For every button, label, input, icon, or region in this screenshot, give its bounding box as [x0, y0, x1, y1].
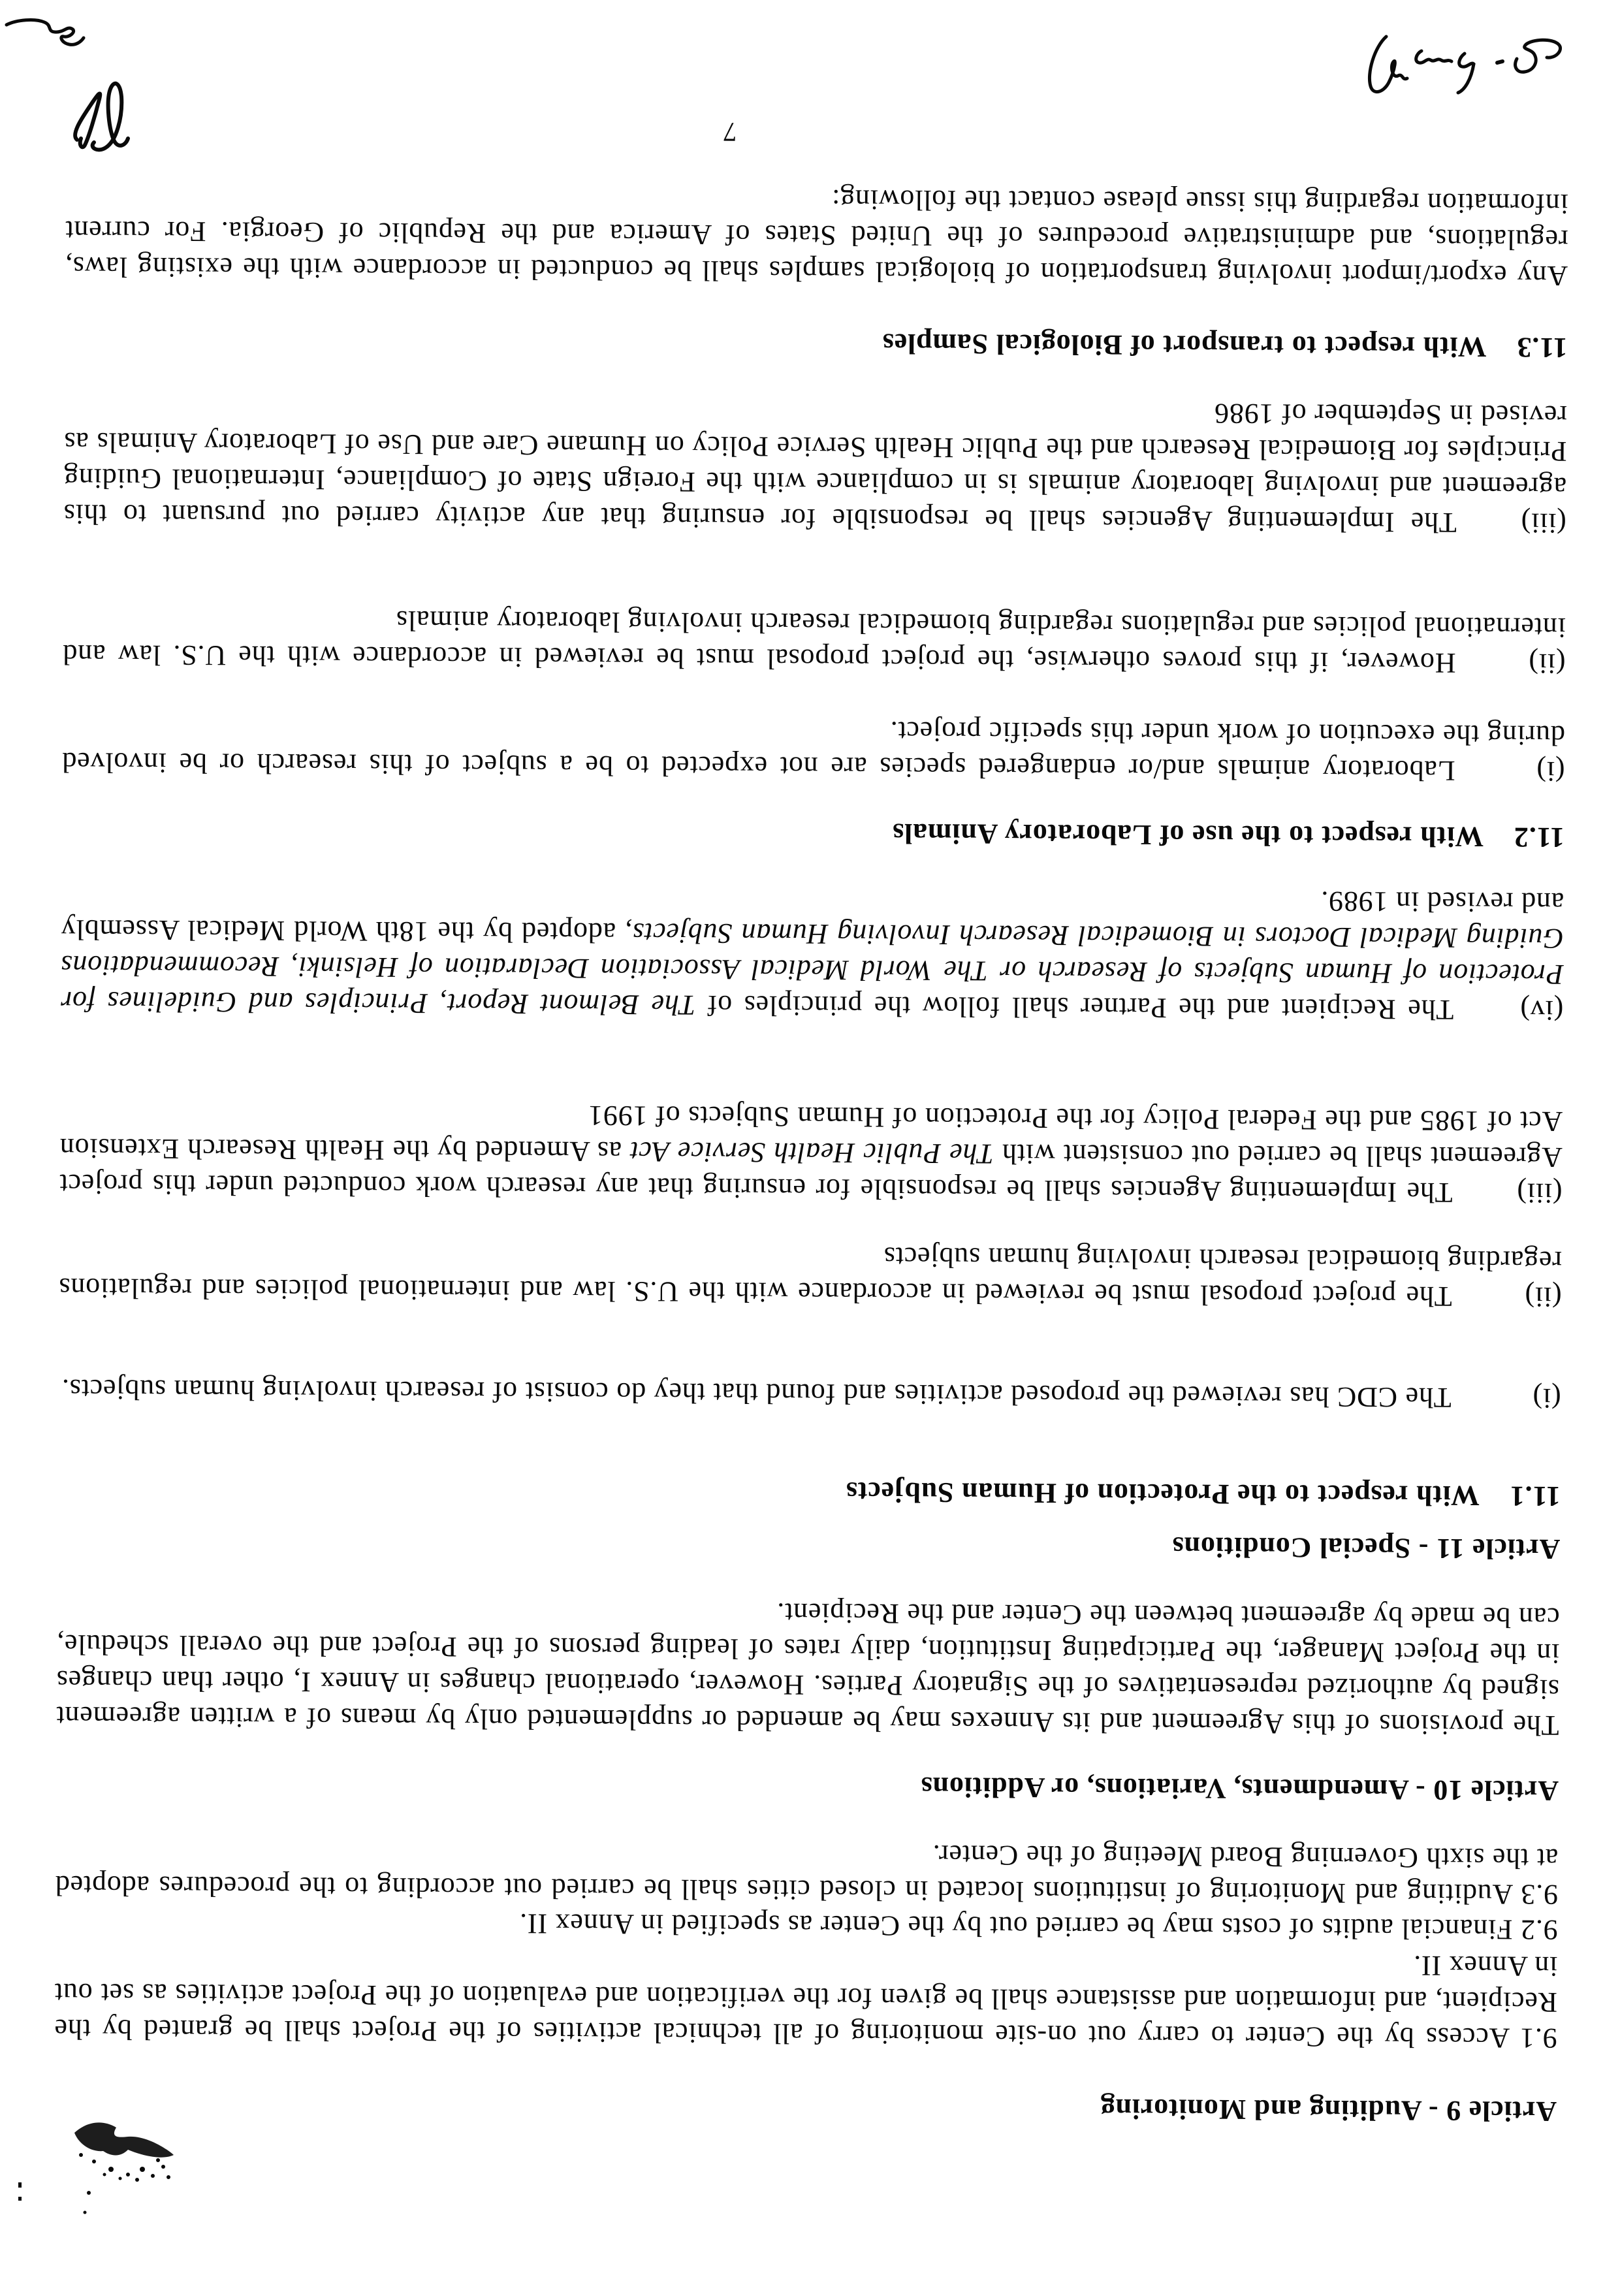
clause-11-1-iii [59, 1094, 1563, 1211]
section-number: 11.2 [1513, 821, 1565, 854]
item-marker: (ii) [1528, 647, 1566, 680]
clause-11-2-ii [62, 601, 1566, 682]
clause-9-1: 9.1 Access by the Center to carry out on-site monitoring of all technical activities of the Project shall be granted by the Recipient, and information and assistance shall be given for the verification and evaluation of the Project activities as set out in Annex II. [54, 1949, 1558, 2055]
section-title: With respect to the use of Laboratory Animals [892, 817, 1484, 853]
act-name-italic: The Public Health Service Act [629, 1136, 994, 1170]
section-11-3-heading [882, 326, 1568, 366]
item-text: adopted by the 18th World Medical Assembly and revised in 1989. [60, 885, 1564, 949]
item-text: The CDC has reviewed the proposed activities and found that they do consist of research involving human subjects. [61, 1373, 1452, 1414]
article-10-heading: Article 10 - Amendments, Variations, or Additions [920, 1771, 1559, 1808]
article-9-heading: Article 9 - Auditing and Monitoring [1100, 2092, 1557, 2128]
article-11-heading: Article 11 - Special Conditions [1171, 1531, 1561, 1566]
clause-11-3-paragraph: Any export/import involving transportation of biological samples shall be conducted in accordance with the existing laws, regulations, and administrative procedures of the United States of America and the Republic of Georgia. For current information regarding this issue please contact the following: [65, 183, 1568, 293]
section-title: With respect to the Protection of Human Subjects [845, 1476, 1480, 1512]
item-marker: (iii) [1520, 507, 1566, 540]
clause-11-2-i [61, 709, 1565, 789]
item-text: Laboratory animals and/or endangered species are not expected to be a subject of this research or be involved during the execution of work under this specific project. [61, 715, 1566, 788]
item-text: The Recipient and the Partner shall follow the principles of [695, 989, 1454, 1027]
section-number: 11.3 [1516, 331, 1568, 364]
section-11-2-heading [892, 816, 1564, 855]
item-marker: (iv) [1519, 994, 1564, 1027]
clause-9-3: 9.3 Auditing and Monitoring of institutions located in closed cities shall be carried out according to the procedures adopted at the sixth Governing Board Meeting of the Center. [54, 1839, 1559, 1911]
section-number: 11.1 [1509, 1480, 1561, 1513]
clause-9-2: 9.2 Financial audits of costs may be carried out by the Center as specified in Annex II. [519, 1907, 1558, 1947]
item-text: The project proposal must be reviewed in accordance with the U.S. law and international policies and regulations regarding biomedical research involving human subjects [58, 1241, 1563, 1313]
clause-11-1-iv [60, 876, 1564, 1028]
clause-11-1-ii [58, 1234, 1562, 1315]
item-marker: (iii) [1516, 1177, 1563, 1210]
clause-11-2-iii [63, 389, 1567, 541]
clause-11-1-i [58, 1371, 1561, 1416]
item-marker: (ii) [1524, 1281, 1562, 1314]
item-text: as Amended by the Health Research Extension Act of 1985 and the Federal Policy for the Protection of Human Subjects of 1991 [59, 1099, 1563, 1168]
report-name-italic: The Belmont Report, Principles and Guidelines for Protection of Human Subjects of Research or The World Medical Association Declaration of Helsinki, Recommendations Guiding Medical Doctors in Biomedical Research Involving Human Subjects, [60, 917, 1564, 1021]
section-title: With respect to transport of Biological Samples [881, 327, 1487, 364]
item-text: The Implementing Agencies shall be responsible for ensuring that any activity carried out pursuant to this agreement and involving laboratory animals is in compliance with the Foreign State of Compliance, International Guiding Principles for Biomedical Research and the Public Health Service Policy on Humane Care and Use of Laboratory Animals as revised in September of 1986 [63, 397, 1567, 539]
article-10-paragraph: The provisions of this Agreement and its Annexes may be amended or supplemented only by means of a written agreement signed by authorized representatives of the Signatory Parties. However, operational changes in Annex I, other than changes in the Project Manager, the Participating Institution, daily rates of leading persons of the Project and the overall schedule, can be made by agreement between the Center and the Recipient. [56, 1597, 1560, 1742]
item-marker: (i) [1532, 1382, 1561, 1415]
item-text: However, if this proves otherwise, the project proposal must be reviewed in accordance with the U.S. law and international policies and regulations regarding biomedical research involving laboratory animals [62, 605, 1566, 680]
item-text: The Implementing Agencies shall be responsible for ensuring that any research work conducted under this project Agreement shall be carried out consistent with [59, 1138, 1563, 1209]
section-11-1-heading [846, 1474, 1561, 1514]
item-marker: (i) [1536, 755, 1565, 788]
page-number: 7 [723, 116, 737, 147]
